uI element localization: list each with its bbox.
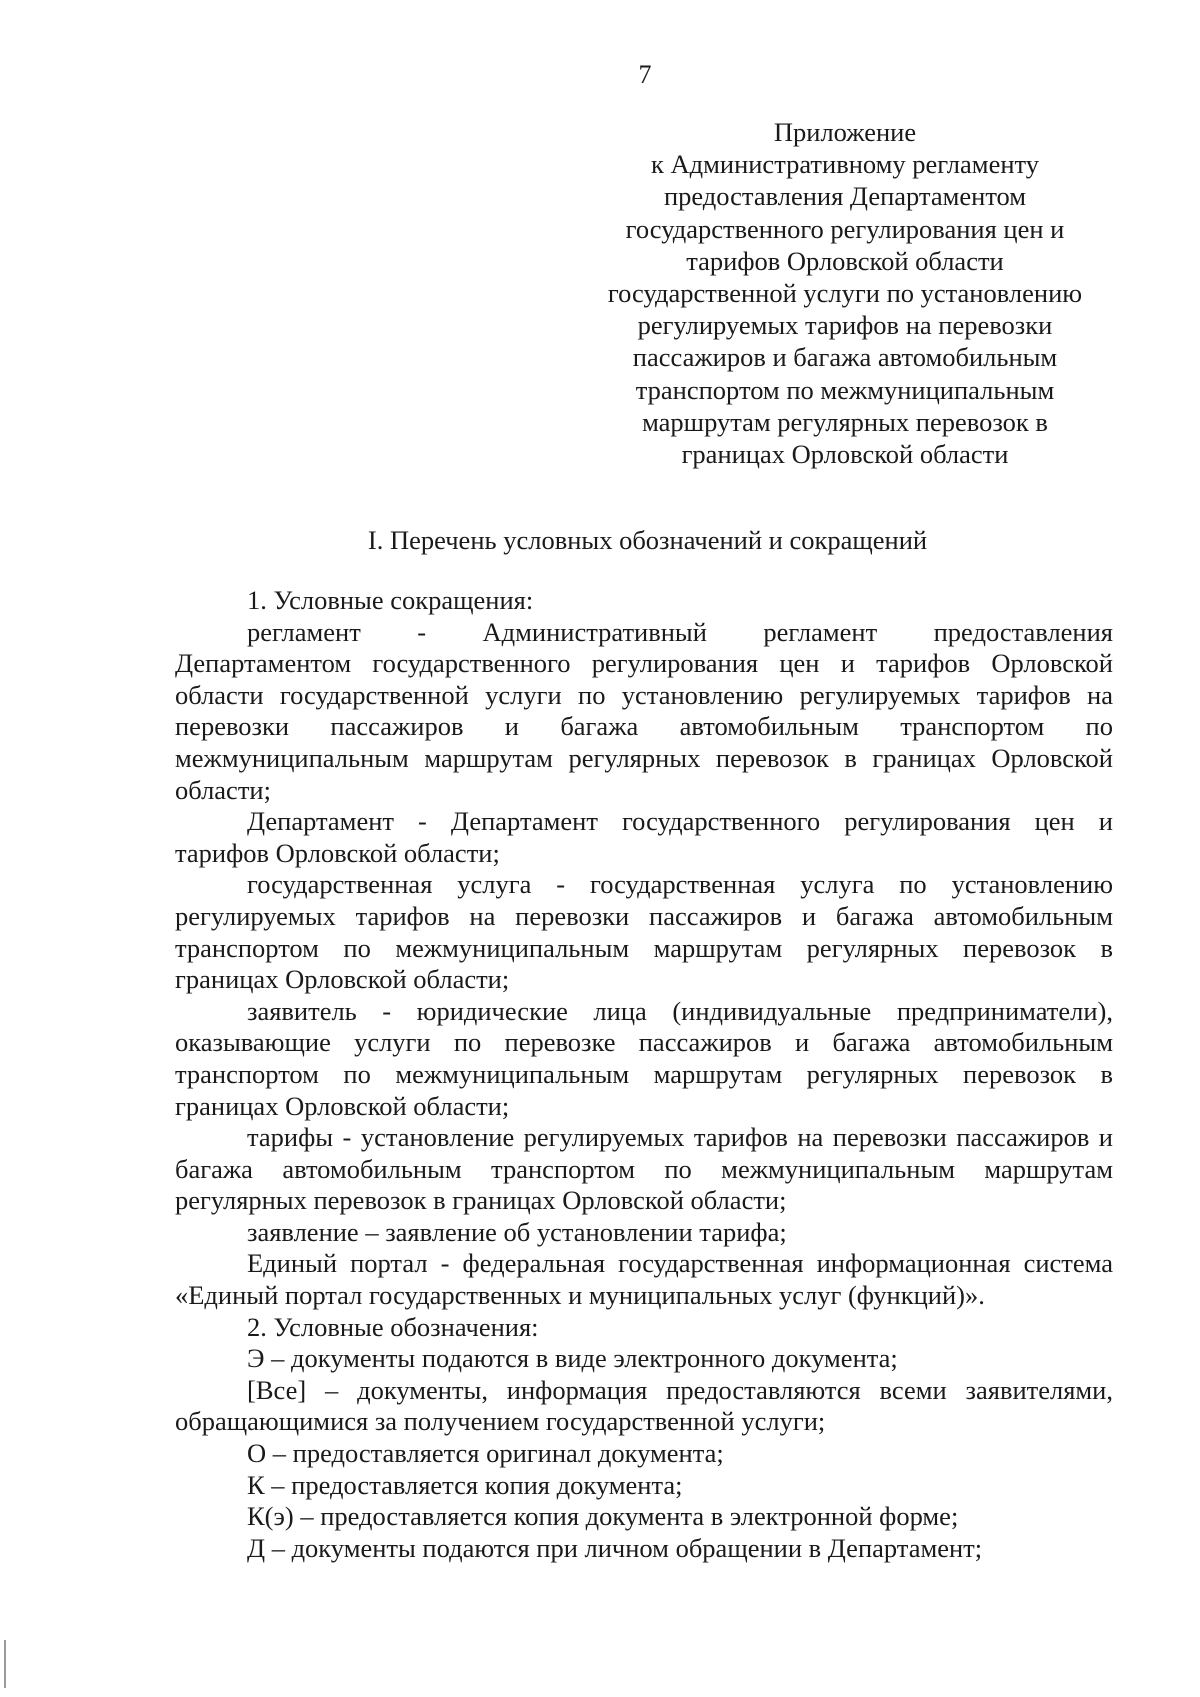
body-line: регулярных перевозок в границах Орловской области;: [175, 1185, 787, 1216]
body-line: тарифов Орловской области;: [175, 837, 500, 868]
body-line: [Все] – документы, информация предоставляются всеми заявителями,: [247, 1374, 1113, 1405]
appendix-line: пассажиров и багажа автомобильным: [632, 342, 1058, 373]
margin-scan-mark: [4, 1640, 6, 1688]
body-line: багажа автомобильным транспортом по межмуниципальным маршрутам: [175, 1153, 1113, 1184]
body-line: Единый портал - федеральная государственная информационная система: [247, 1248, 1113, 1279]
appendix-line: к Административному регламенту: [651, 149, 1039, 180]
body-line: перевозки пассажиров и багажа автомобильным транспортом по: [175, 711, 1113, 742]
body-line: межмуниципальным маршрутам регулярных перевозок в границах Орловской: [175, 742, 1113, 773]
body-line: 1. Условные сокращения:: [247, 585, 534, 615]
body-line: регулируемых тарифов на перевозки пассажиров и багажа автомобильным: [175, 900, 1113, 931]
appendix-line: государственного регулирования цен и: [625, 213, 1065, 244]
body-line: Э – документы подаются в виде электронного документа;: [247, 1343, 898, 1374]
body-line: области;: [175, 774, 271, 805]
body-line: тарифы - установление регулируемых тарифов на перевозки пассажиров и: [247, 1122, 1113, 1153]
body-line: транспортом по межмуниципальным маршрутам регулярных перевозок в: [175, 932, 1113, 963]
body-line: «Единый портал государственных и муниципальных услуг (функций)».: [175, 1280, 985, 1311]
body-line: заявитель - юридические лица (индивидуальные предприниматели),: [247, 995, 1113, 1026]
appendix-line: маршрутам регулярных перевозок в: [642, 406, 1048, 437]
body-line: К(э) – предоставляется копия документа в электронной форме;: [247, 1501, 959, 1532]
appendix-line: тарифов Орловской области: [686, 245, 1004, 276]
body-line: заявление – заявление об установлении тарифа;: [247, 1216, 787, 1247]
appendix-line: регулируемых тарифов на перевозки: [637, 310, 1053, 341]
appendix-line: предоставления Департаментом: [663, 181, 1027, 212]
body-line: К – предоставляется копия документа;: [247, 1469, 683, 1500]
body-line: 2. Условные обозначения:: [247, 1311, 539, 1342]
body-line: Д – документы подаются при личном обращении в Департамент;: [247, 1532, 983, 1563]
appendix-header: [600, 116, 1090, 470]
appendix-line: Приложение: [773, 117, 917, 147]
body-text: [175, 585, 1113, 1564]
body-line: О – предоставляется оригинал документа;: [247, 1438, 724, 1469]
section-title: I. Перечень условных обозначений и сокращений: [367, 525, 928, 555]
page-number: 7: [638, 60, 652, 89]
body-line: Департамент - Департамент государственного регулирования цен и: [247, 806, 1113, 837]
body-line: обращающимися за получением государственной услуги;: [175, 1406, 826, 1437]
body-line: границах Орловской области;: [175, 964, 510, 995]
appendix-line: государственной услуги по установлению: [607, 278, 1083, 309]
body-line: Департаментом государственного регулирования цен и тарифов Орловской: [175, 648, 1113, 679]
body-line: транспортом по межмуниципальным маршрутам регулярных перевозок в: [175, 1058, 1113, 1089]
appendix-line: границах Орловской области: [681, 439, 1009, 470]
body-line: границах Орловской области;: [175, 1090, 510, 1121]
body-line: государственная услуга - государственная услуга по установлению: [247, 869, 1113, 900]
body-line: оказывающие услуги по перевозке пассажиров и багажа автомобильным: [175, 1027, 1113, 1058]
appendix-line: транспортом по межмуниципальным: [635, 374, 1055, 405]
body-line: регламент - Административный регламент предоставления: [247, 616, 1113, 647]
body-line: области государственной услуги по установлению регулируемых тарифов на: [175, 679, 1113, 710]
